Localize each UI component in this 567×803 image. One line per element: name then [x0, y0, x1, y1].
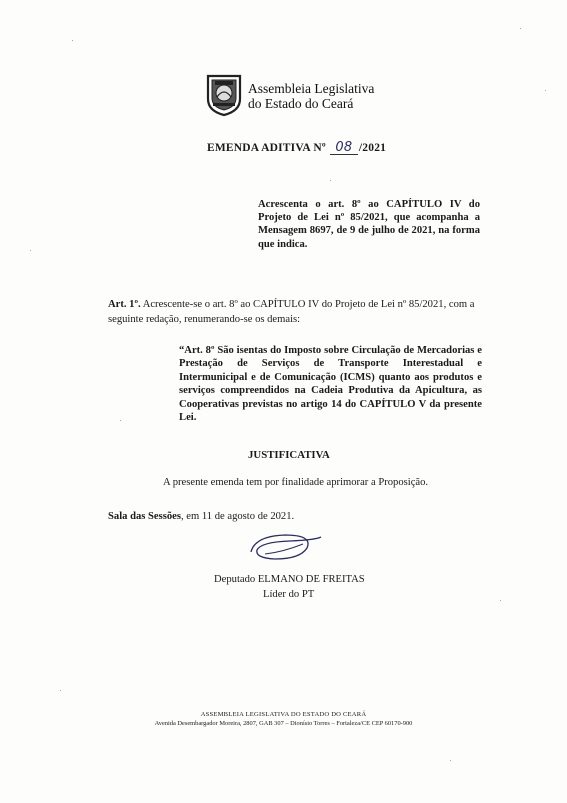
amendment-title-suffix: /2021 [358, 142, 387, 154]
session-date: , em 11 de agosto de 2021. [181, 511, 295, 522]
justification-title: JUSTIFICATIVA [248, 449, 330, 461]
article-1-label: Art. 1º. [108, 299, 141, 310]
article-1-text: Acrescente-se o art. 8º ao CAPÍTULO IV do Projeto de Lei nº 85/2021, com a seguinte redação, renumerando-se os demais: [108, 299, 475, 325]
scan-speck [72, 40, 73, 41]
amendment-number-handwritten: 08 [330, 142, 358, 155]
scan-speck [545, 90, 546, 91]
session-place: Sala das Sessões [108, 511, 181, 522]
handwritten-signature [245, 528, 325, 566]
footer-address: Avenida Desembargador Moreira, 2807, GAB 307 – Dionísio Torres – Fortaleza/CE CEP 60170-900 [154, 720, 413, 727]
article-1 [108, 297, 483, 327]
org-name-line2: do Estado do Ceará [248, 96, 354, 111]
state-seal-icon [205, 73, 243, 117]
scan-speck [330, 180, 331, 181]
scan-speck [450, 760, 451, 761]
signatory-role: Líder do PT [263, 589, 315, 600]
scan-speck [30, 250, 31, 251]
scan-speck [500, 600, 501, 601]
scan-speck [120, 420, 121, 421]
signatory-name: Deputado ELMANO DE FREITAS [214, 574, 365, 585]
quoted-article-8: “Art. 8º São isentas do Imposto sobre Circulação de Mercadorias e Prestação de Serviços de Transporte Interestadual e Intermunicipal e de Comunicação (ICMS) quanto aos produtos e serviços compreendidos na Cadeia Produtiva da Apicultura, as Cooperativas previstas no artigo 14 do CAPÍTULO V da presente Lei. [179, 345, 482, 424]
session-line [108, 511, 294, 522]
ementa-summary: Acrescenta o art. 8º ao CAPÍTULO IV do Projeto de Lei nº 85/2021, que acompanha a Mensagem 8697, de 9 de julho de 2021, na forma que indica. [258, 199, 480, 250]
scan-speck [60, 690, 61, 691]
org-name-line1: Assembleia Legislativa [248, 81, 375, 96]
justification-text: A presente emenda tem por finalidade aprimorar a Proposição. [163, 477, 429, 488]
scan-speck [520, 28, 521, 29]
amendment-title-prefix: EMENDA ADITIVA Nº [207, 142, 326, 154]
amendment-title [207, 142, 386, 155]
footer-org-name: ASSEMBLEIA LEGISLATIVA DO ESTADO DO CEARÁ [200, 711, 367, 718]
letterhead [205, 73, 405, 117]
